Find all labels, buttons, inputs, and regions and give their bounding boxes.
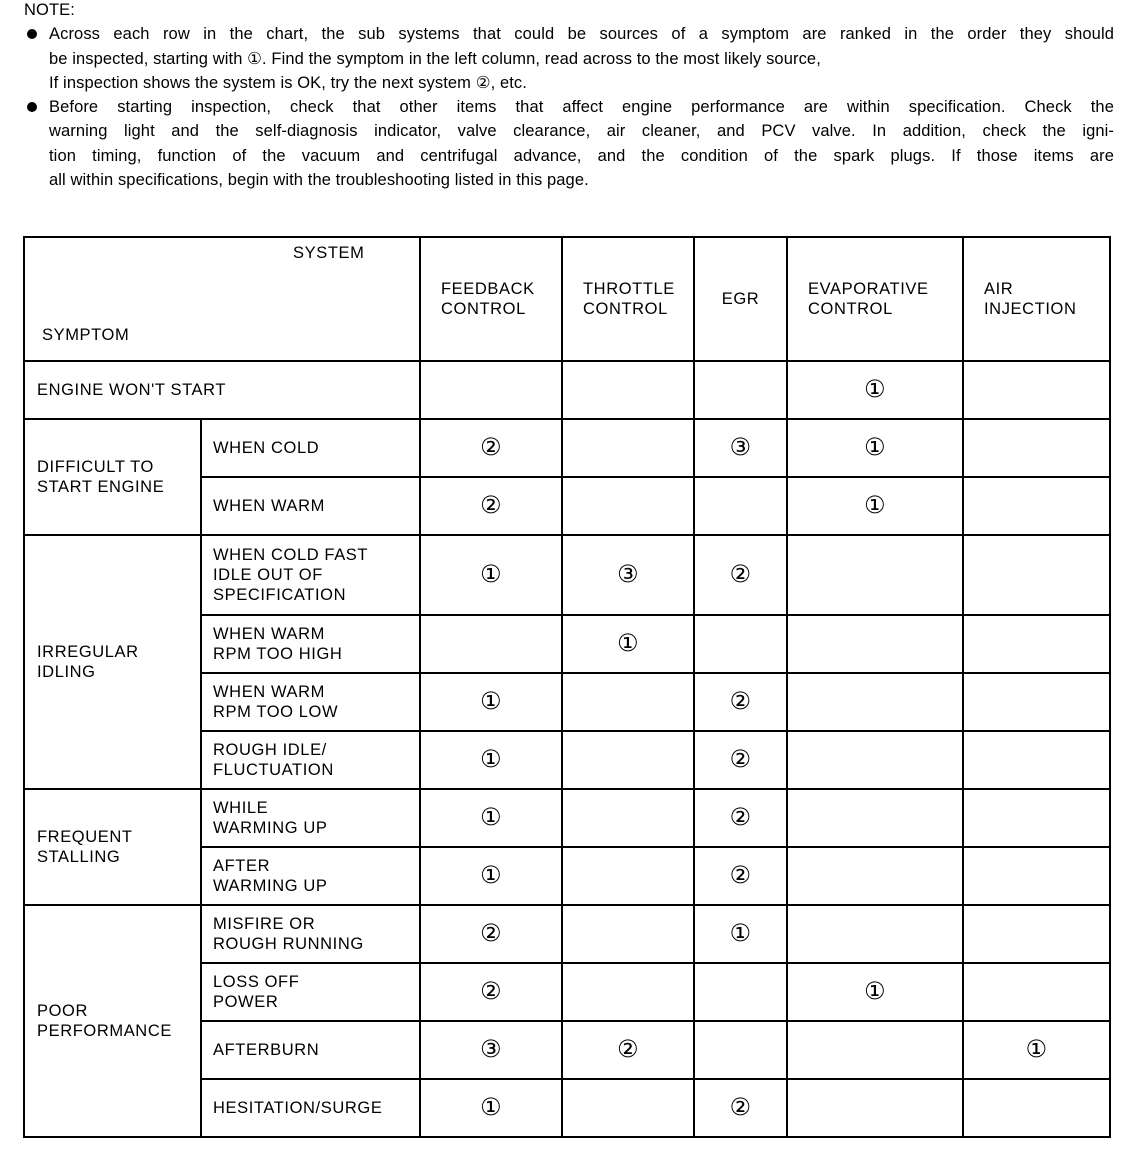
sub-symptom-line: ROUGH RUNNING <box>213 935 364 953</box>
sub-symptom <box>201 535 420 615</box>
column-header-line: THROTTLE <box>583 280 675 298</box>
rank-cell <box>963 477 1110 535</box>
sub-symptom <box>201 477 420 535</box>
sub-symptom-line: WHEN COLD <box>213 439 320 457</box>
symptom-difficult-to-start <box>24 419 201 535</box>
column-header-line: INJECTION <box>984 300 1077 318</box>
note-line: tion timing, function of the vacuum and centrifugal advance, and the condition of the spark plugs. If those items are <box>49 146 1114 165</box>
bullet-dot-icon <box>27 29 37 39</box>
sub-symptom <box>201 419 420 477</box>
troubleshooting-chart <box>23 236 1111 1138</box>
rank-cell: ① <box>963 1021 1110 1079</box>
sub-symptom-line: HESITATION/SURGE <box>213 1099 383 1117</box>
sub-symptom-line: LOSS OFF <box>213 973 300 991</box>
rank-cell <box>562 1079 694 1137</box>
rank-cell: ② <box>694 673 787 731</box>
rank-cell: ① <box>420 731 562 789</box>
rank-cell <box>694 361 787 419</box>
sub-symptom <box>201 789 420 847</box>
symptom-engine-wont-start: ENGINE WON'T START <box>24 361 420 419</box>
header-corner <box>24 237 420 361</box>
rank-cell: ① <box>420 789 562 847</box>
rank-cell: ① <box>420 1079 562 1137</box>
rank-cell: ② <box>694 731 787 789</box>
sub-symptom <box>201 673 420 731</box>
column-header-air-injection <box>963 237 1110 361</box>
sub-symptom-line: SPECIFICATION <box>213 586 347 604</box>
rank-cell <box>562 673 694 731</box>
rank-cell <box>963 963 1110 1021</box>
column-header-line: CONTROL <box>441 300 526 318</box>
column-header-throttle <box>562 237 694 361</box>
header-system-label: SYSTEM <box>293 244 365 262</box>
rank-cell <box>963 847 1110 905</box>
sub-symptom-line: WARMING UP <box>213 819 328 837</box>
rank-cell <box>963 673 1110 731</box>
symptom-irregular-idling <box>24 535 201 789</box>
column-header-egr <box>694 237 787 361</box>
rank-cell <box>787 1079 963 1137</box>
rank-cell <box>694 477 787 535</box>
sub-symptom-line: MISFIRE OR <box>213 915 316 933</box>
rank-cell <box>787 535 963 615</box>
rank-cell: ③ <box>694 419 787 477</box>
rank-cell: ① <box>694 905 787 963</box>
table-row <box>24 361 1110 419</box>
rank-cell: ② <box>420 905 562 963</box>
rank-cell <box>420 615 562 673</box>
sub-symptom-line: FLUCTUATION <box>213 761 334 779</box>
rank-cell <box>963 789 1110 847</box>
symptom-poor-performance <box>24 905 201 1137</box>
rank-cell: ② <box>694 789 787 847</box>
rank-cell: ① <box>787 419 963 477</box>
table-row <box>24 789 1110 847</box>
rank-cell <box>562 361 694 419</box>
rank-cell <box>787 615 963 673</box>
note-line: Across each row in the chart, the sub systems that could be sources of a symptom are ranked in the order they should <box>49 25 1114 44</box>
rank-cell <box>694 963 787 1021</box>
symptom-line: POOR <box>37 1002 88 1020</box>
note-line: warning light and the self-diagnosis indicator, valve clearance, air cleaner, and PCV valve. In addition, check the igni- <box>49 122 1114 141</box>
table-row <box>24 905 1110 963</box>
sub-symptom <box>201 731 420 789</box>
table-row <box>24 419 1110 477</box>
column-header-line: CONTROL <box>583 300 668 318</box>
rank-cell <box>787 731 963 789</box>
sub-symptom-line: WHILE <box>213 799 269 817</box>
rank-cell <box>963 1079 1110 1137</box>
rank-cell <box>963 361 1110 419</box>
rank-cell: ① <box>420 847 562 905</box>
column-header-feedback <box>420 237 562 361</box>
sub-symptom <box>201 1021 420 1079</box>
rank-cell <box>787 673 963 731</box>
rank-cell <box>963 419 1110 477</box>
rank-cell: ③ <box>420 1021 562 1079</box>
column-header-line: EVAPORATIVE <box>808 280 929 298</box>
column-header-line: CONTROL <box>808 300 893 318</box>
rank-cell: ② <box>694 1079 787 1137</box>
rank-cell <box>787 1021 963 1079</box>
sub-symptom <box>201 615 420 673</box>
note-bullet-1 <box>24 22 1114 95</box>
rank-cell: ① <box>787 477 963 535</box>
rank-cell <box>787 847 963 905</box>
rank-cell: ② <box>694 535 787 615</box>
sub-symptom-line: AFTER <box>213 857 271 875</box>
symptom-line: IRREGULAR <box>37 643 139 661</box>
rank-cell <box>562 731 694 789</box>
sub-symptom-line: WARMING UP <box>213 877 328 895</box>
note-line: be inspected, starting with ①. Find the symptom in the left column, read across to the most likely source, <box>49 49 821 68</box>
note-bullet-2 <box>24 95 1114 192</box>
rank-cell <box>963 731 1110 789</box>
sub-symptom-line: POWER <box>213 993 279 1011</box>
table-row <box>24 535 1110 615</box>
rank-cell: ② <box>420 419 562 477</box>
rank-cell: ① <box>562 615 694 673</box>
sub-symptom-line: WHEN WARM <box>213 497 326 515</box>
symptom-line: IDLING <box>37 663 96 681</box>
note-line: all within specifications, begin with the troubleshooting listed in this page. <box>49 171 589 190</box>
rank-cell <box>562 419 694 477</box>
sub-symptom-line: ROUGH IDLE/ <box>213 741 327 759</box>
rank-cell <box>787 905 963 963</box>
sub-symptom-line: WHEN COLD FAST <box>213 546 369 564</box>
rank-cell <box>787 789 963 847</box>
rank-cell <box>562 905 694 963</box>
symptom-line: START ENGINE <box>37 478 165 496</box>
rank-cell <box>562 847 694 905</box>
bullet-dot-icon <box>27 102 37 112</box>
rank-cell <box>562 963 694 1021</box>
sub-symptom-line: WHEN WARM <box>213 625 326 643</box>
rank-cell <box>420 361 562 419</box>
sub-symptom-line: RPM TOO LOW <box>213 703 339 721</box>
column-header-evaporative <box>787 237 963 361</box>
rank-cell: ② <box>420 477 562 535</box>
rank-cell <box>963 615 1110 673</box>
note-section <box>24 0 1114 192</box>
sub-symptom <box>201 847 420 905</box>
symptom-line: DIFFICULT TO <box>37 458 154 476</box>
sub-symptom-line: IDLE OUT OF <box>213 566 323 584</box>
sub-symptom-line: AFTERBURN <box>213 1041 320 1059</box>
rank-cell: ① <box>420 673 562 731</box>
column-header-line: EGR <box>721 290 760 308</box>
rank-cell <box>562 477 694 535</box>
rank-cell: ① <box>420 535 562 615</box>
note-heading: NOTE: <box>24 1 75 19</box>
sub-symptom <box>201 1079 420 1137</box>
sub-symptom-line: WHEN WARM <box>213 683 326 701</box>
symptom-line: PERFORMANCE <box>37 1022 172 1040</box>
column-header-line: AIR <box>984 280 1014 298</box>
sub-symptom <box>201 905 420 963</box>
header-symptom-label: SYMPTOM <box>42 326 130 344</box>
rank-cell: ② <box>694 847 787 905</box>
rank-cell: ③ <box>562 535 694 615</box>
sub-symptom <box>201 963 420 1021</box>
rank-cell: ② <box>562 1021 694 1079</box>
rank-cell <box>694 615 787 673</box>
sub-symptom-line: RPM TOO HIGH <box>213 645 343 663</box>
rank-cell: ② <box>420 963 562 1021</box>
rank-cell <box>963 535 1110 615</box>
symptom-line: STALLING <box>37 848 121 866</box>
note-line: If inspection shows the system is OK, try the next system ②, etc. <box>49 73 527 92</box>
rank-cell <box>562 789 694 847</box>
symptom-line: FREQUENT <box>37 828 133 846</box>
rank-cell: ① <box>787 963 963 1021</box>
column-header-line: FEEDBACK <box>441 280 535 298</box>
symptom-frequent-stalling <box>24 789 201 905</box>
rank-cell <box>694 1021 787 1079</box>
rank-cell <box>963 905 1110 963</box>
rank-cell: ① <box>787 361 963 419</box>
note-line: Before starting inspection, check that other items that affect engine performance are within specification. Check the <box>49 98 1114 117</box>
